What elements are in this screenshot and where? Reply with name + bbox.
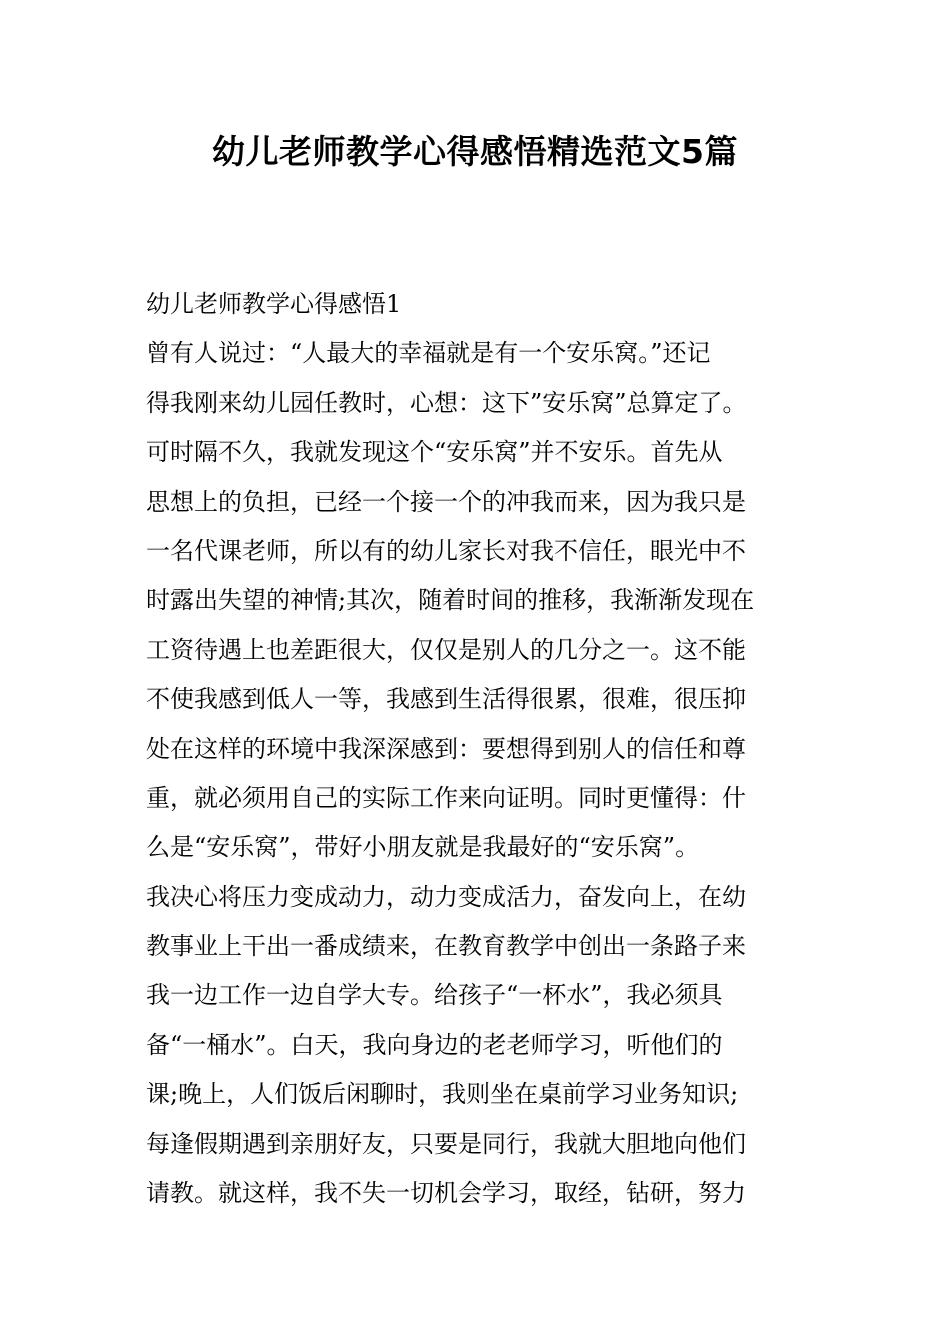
text-line: 一名代课老师，所以有的幼儿家长对我不信任，眼光中不 — [146, 536, 746, 565]
text-line: 教事业上干出一番成绩来，在教育教学中创出一条路子来 — [146, 932, 746, 961]
document-title: 幼儿老师教学心得感悟精选范文5篇 — [212, 132, 738, 171]
text-line: 重，就必须用自己的实际工作来向证明。同时更懂得：什 — [146, 783, 746, 812]
text-line: 我一边工作一边自学大专。给孩子“一杯水”，我必须具 — [146, 981, 723, 1010]
document-body — [146, 280, 846, 1218]
text-line: 备“一桶水”。白天，我向身边的老老师学习，听他们的 — [146, 1030, 723, 1059]
text-line: 我决心将压力变成动力，动力变成活力，奋发向上，在幼 — [146, 882, 746, 911]
text-line: 思想上的负担，已经一个接一个的冲我而来，因为我只是 — [146, 487, 746, 516]
section-heading: 幼儿老师教学心得感悟1 — [146, 290, 402, 318]
text-line: 可时隔不久，我就发现这个“安乐窝”并不安乐。首先从 — [146, 438, 723, 467]
text-line: 每逢假期遇到亲朋好友，只要是同行，我就大胆地向他们 — [146, 1129, 746, 1158]
text-line: 曾有人说过：“人最大的幸福就是有一个安乐窝。”还记 — [146, 339, 711, 368]
text-line: 工资待遇上也差距很大，仅仅是别人的几分之一。这不能 — [146, 635, 746, 664]
text-line: 么是“安乐窝”，带好小朋友就是我最好的“安乐窝”。 — [146, 833, 700, 862]
text-line: 请教。就这样，我不失一切机会学习，取经，钻研，努力 — [146, 1179, 746, 1208]
text-line: 时露出失望的神情;其次，随着时间的推移，我渐渐发现在 — [146, 586, 755, 615]
text-line: 不使我感到低人一等，我感到生活得很累，很难，很压抑 — [146, 685, 746, 714]
text-line: 得我刚来幼儿园任教时，心想：这下”安乐窝”总算定了。 — [146, 388, 747, 417]
text-line: 课;晚上，人们饭后闲聊时，我则坐在桌前学习业务知识; — [146, 1080, 739, 1109]
text-line: 处在这样的环境中我深深感到：要想得到别人的信任和尊 — [146, 734, 746, 763]
